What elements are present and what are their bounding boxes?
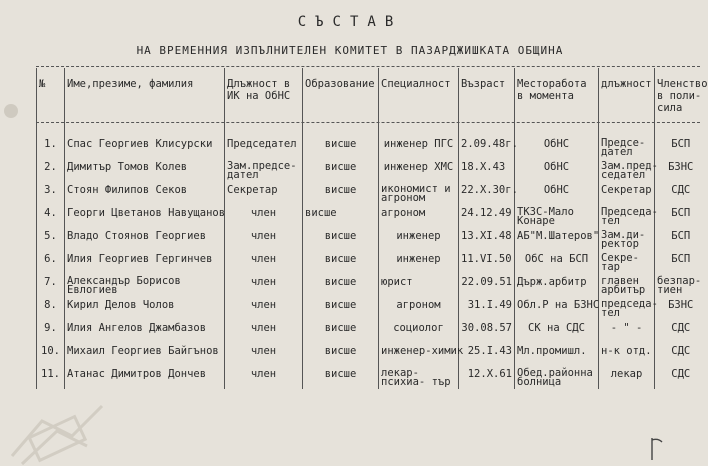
cell-party: СДС <box>655 182 707 205</box>
cell-workplace: Мл.промишл. <box>515 343 599 366</box>
cell-specialty: агроном <box>379 297 459 320</box>
cell-specialty: инженер-химик <box>379 343 459 366</box>
cell-name: Владо Стоянов Георгиев <box>65 228 225 251</box>
header-position-ik: Длъжност в ИК на ОбНС <box>225 68 303 136</box>
cell-education: висше <box>303 182 379 205</box>
cell-number: 8. <box>37 297 65 320</box>
table-row <box>37 251 707 274</box>
handwritten-mark <box>648 436 666 462</box>
cell-name: Илия Георгиев Гергинчев <box>65 251 225 274</box>
cell-position-ik: Зам.предсе- дател <box>225 159 303 182</box>
cell-party: БСП <box>655 251 707 274</box>
cell-name: Атанас Димитров Дончев <box>65 366 225 389</box>
table-row <box>37 136 707 159</box>
cell-name: Стоян Филипов Секов <box>65 182 225 205</box>
archive-stamp-watermark <box>2 386 122 466</box>
cell-number: 2. <box>37 159 65 182</box>
cell-position-ik: член <box>225 274 303 297</box>
cell-specialty: социолог <box>379 320 459 343</box>
cell-specialty: инженер <box>379 228 459 251</box>
cell-position: - " - <box>599 320 655 343</box>
document-title: СЪСТАВ <box>297 14 403 30</box>
cell-education: висше <box>303 297 379 320</box>
cell-position: Секретар <box>599 182 655 205</box>
cell-age: 12.X.61 <box>459 366 515 389</box>
cell-age: 2.09.48г. <box>459 136 515 159</box>
cell-position-ik: член <box>225 343 303 366</box>
cell-name: Димитър Томов Колев <box>65 159 225 182</box>
cell-position-ik: член <box>225 320 303 343</box>
punch-hole <box>4 104 18 118</box>
cell-workplace: ОбС на БСП <box>515 251 599 274</box>
cell-workplace: ОбНС <box>515 159 599 182</box>
cell-specialty: агроном <box>379 205 459 228</box>
cell-workplace: ОбНС <box>515 136 599 159</box>
cell-position: Зам.ди- ректор <box>599 228 655 251</box>
cell-number: 9. <box>37 320 65 343</box>
cell-education: висше <box>303 205 379 228</box>
cell-name: Михаил Георгиев Байгънов <box>65 343 225 366</box>
cell-age: 18.X.43 <box>459 159 515 182</box>
table-row <box>37 205 707 228</box>
header-education: Образование <box>303 68 379 136</box>
cell-position-ik: член <box>225 297 303 320</box>
cell-specialty: инженер <box>379 251 459 274</box>
cell-education: висше <box>303 366 379 389</box>
cell-party: БЗНС <box>655 297 707 320</box>
cell-party: СДС <box>655 320 707 343</box>
cell-number: 7. <box>37 274 65 297</box>
cell-age: 22.09.51 <box>459 274 515 297</box>
cell-workplace: ОбНС <box>515 182 599 205</box>
cell-specialty: лекар-психиа- тър <box>379 366 459 389</box>
cell-education: висше <box>303 159 379 182</box>
document-subtitle: НА ВРЕМЕННИЯ ИЗПЪЛНИТЕЛЕН КОМИТЕТ В ПАЗАРДЖИШКАТА ОБЩИНА <box>136 44 564 57</box>
cell-party: БСП <box>655 136 707 159</box>
cell-name: Георги Цветанов Навущанов <box>65 205 225 228</box>
cell-party: БСП <box>655 228 707 251</box>
cell-specialty: инженер ХМС <box>379 159 459 182</box>
cell-education: висше <box>303 251 379 274</box>
cell-education: висше <box>303 136 379 159</box>
members-table <box>36 68 707 389</box>
cell-position-ik: член <box>225 251 303 274</box>
cell-number: 3. <box>37 182 65 205</box>
header-specialty: Специалност <box>379 68 459 136</box>
cell-party: СДС <box>655 343 707 366</box>
cell-position: главен арбитър <box>599 274 655 297</box>
cell-age: 11.VI.50 <box>459 251 515 274</box>
cell-workplace: СК на СДС <box>515 320 599 343</box>
cell-workplace: ТКЗС-Мало Конаре <box>515 205 599 228</box>
cell-workplace: Обл.Р на БЗНС <box>515 297 599 320</box>
header-position: длъжност <box>599 68 655 136</box>
cell-workplace: Държ.арбитр <box>515 274 599 297</box>
cell-position-ik: член <box>225 205 303 228</box>
table-row <box>37 320 707 343</box>
table-header-row <box>37 68 707 136</box>
cell-specialty: икономист и агроном <box>379 182 459 205</box>
cell-position-ik: Секретар <box>225 182 303 205</box>
header-workplace: Месторабота в момента <box>515 68 599 136</box>
cell-name: Кирил Делов Чолов <box>65 297 225 320</box>
cell-age: 30.08.57 <box>459 320 515 343</box>
cell-specialty: юрист <box>379 274 459 297</box>
cell-number: 4. <box>37 205 65 228</box>
cell-party: безпар- тиен <box>655 274 707 297</box>
cell-workplace: АБ"М.Шатеров" <box>515 228 599 251</box>
table-row <box>37 228 707 251</box>
cell-number: 5. <box>37 228 65 251</box>
table-row <box>37 159 707 182</box>
cell-number: 6. <box>37 251 65 274</box>
cell-name: Спас Георгиев Клисурски <box>65 136 225 159</box>
cell-position: Секре- тар <box>599 251 655 274</box>
cell-specialty: инженер ПГС <box>379 136 459 159</box>
cell-number: 1. <box>37 136 65 159</box>
cell-position-ik: член <box>225 228 303 251</box>
cell-education: висше <box>303 343 379 366</box>
cell-education: висше <box>303 320 379 343</box>
table-row <box>37 297 707 320</box>
top-rule <box>36 66 700 67</box>
cell-party: БСП <box>655 205 707 228</box>
cell-age: 25.I.43 <box>459 343 515 366</box>
table-row <box>37 274 707 297</box>
cell-workplace: Обед.районна болница <box>515 366 599 389</box>
cell-position: Предсе- дател <box>599 136 655 159</box>
cell-position: лекар <box>599 366 655 389</box>
cell-position: Зам.пред- седател <box>599 159 655 182</box>
cell-education: висше <box>303 274 379 297</box>
cell-name: Илия Ангелов Джамбазов <box>65 320 225 343</box>
cell-position: председа- тел <box>599 297 655 320</box>
cell-party: БЗНС <box>655 159 707 182</box>
cell-age: 24.12.49 <box>459 205 515 228</box>
cell-education: висше <box>303 228 379 251</box>
cell-position-ik: Председател <box>225 136 303 159</box>
header-number: № <box>37 68 65 136</box>
cell-age: 31.I.49 <box>459 297 515 320</box>
cell-age: 13.XI.48 <box>459 228 515 251</box>
table-row <box>37 343 707 366</box>
cell-position-ik: член <box>225 366 303 389</box>
cell-number: 10. <box>37 343 65 366</box>
table-row <box>37 366 707 389</box>
cell-party: СДС <box>655 366 707 389</box>
header-age: Възраст <box>459 68 515 136</box>
cell-name: Александър Борисов Евлогиев <box>65 274 225 297</box>
cell-age: 22.X.30г. <box>459 182 515 205</box>
header-name: Име,презиме, фамилия <box>65 68 225 136</box>
cell-number: 11. <box>37 366 65 389</box>
cell-position: н-к отд. <box>599 343 655 366</box>
cell-position: Председа- тел <box>599 205 655 228</box>
table-row <box>37 182 707 205</box>
header-party: Членство в поли- сила <box>655 68 707 136</box>
